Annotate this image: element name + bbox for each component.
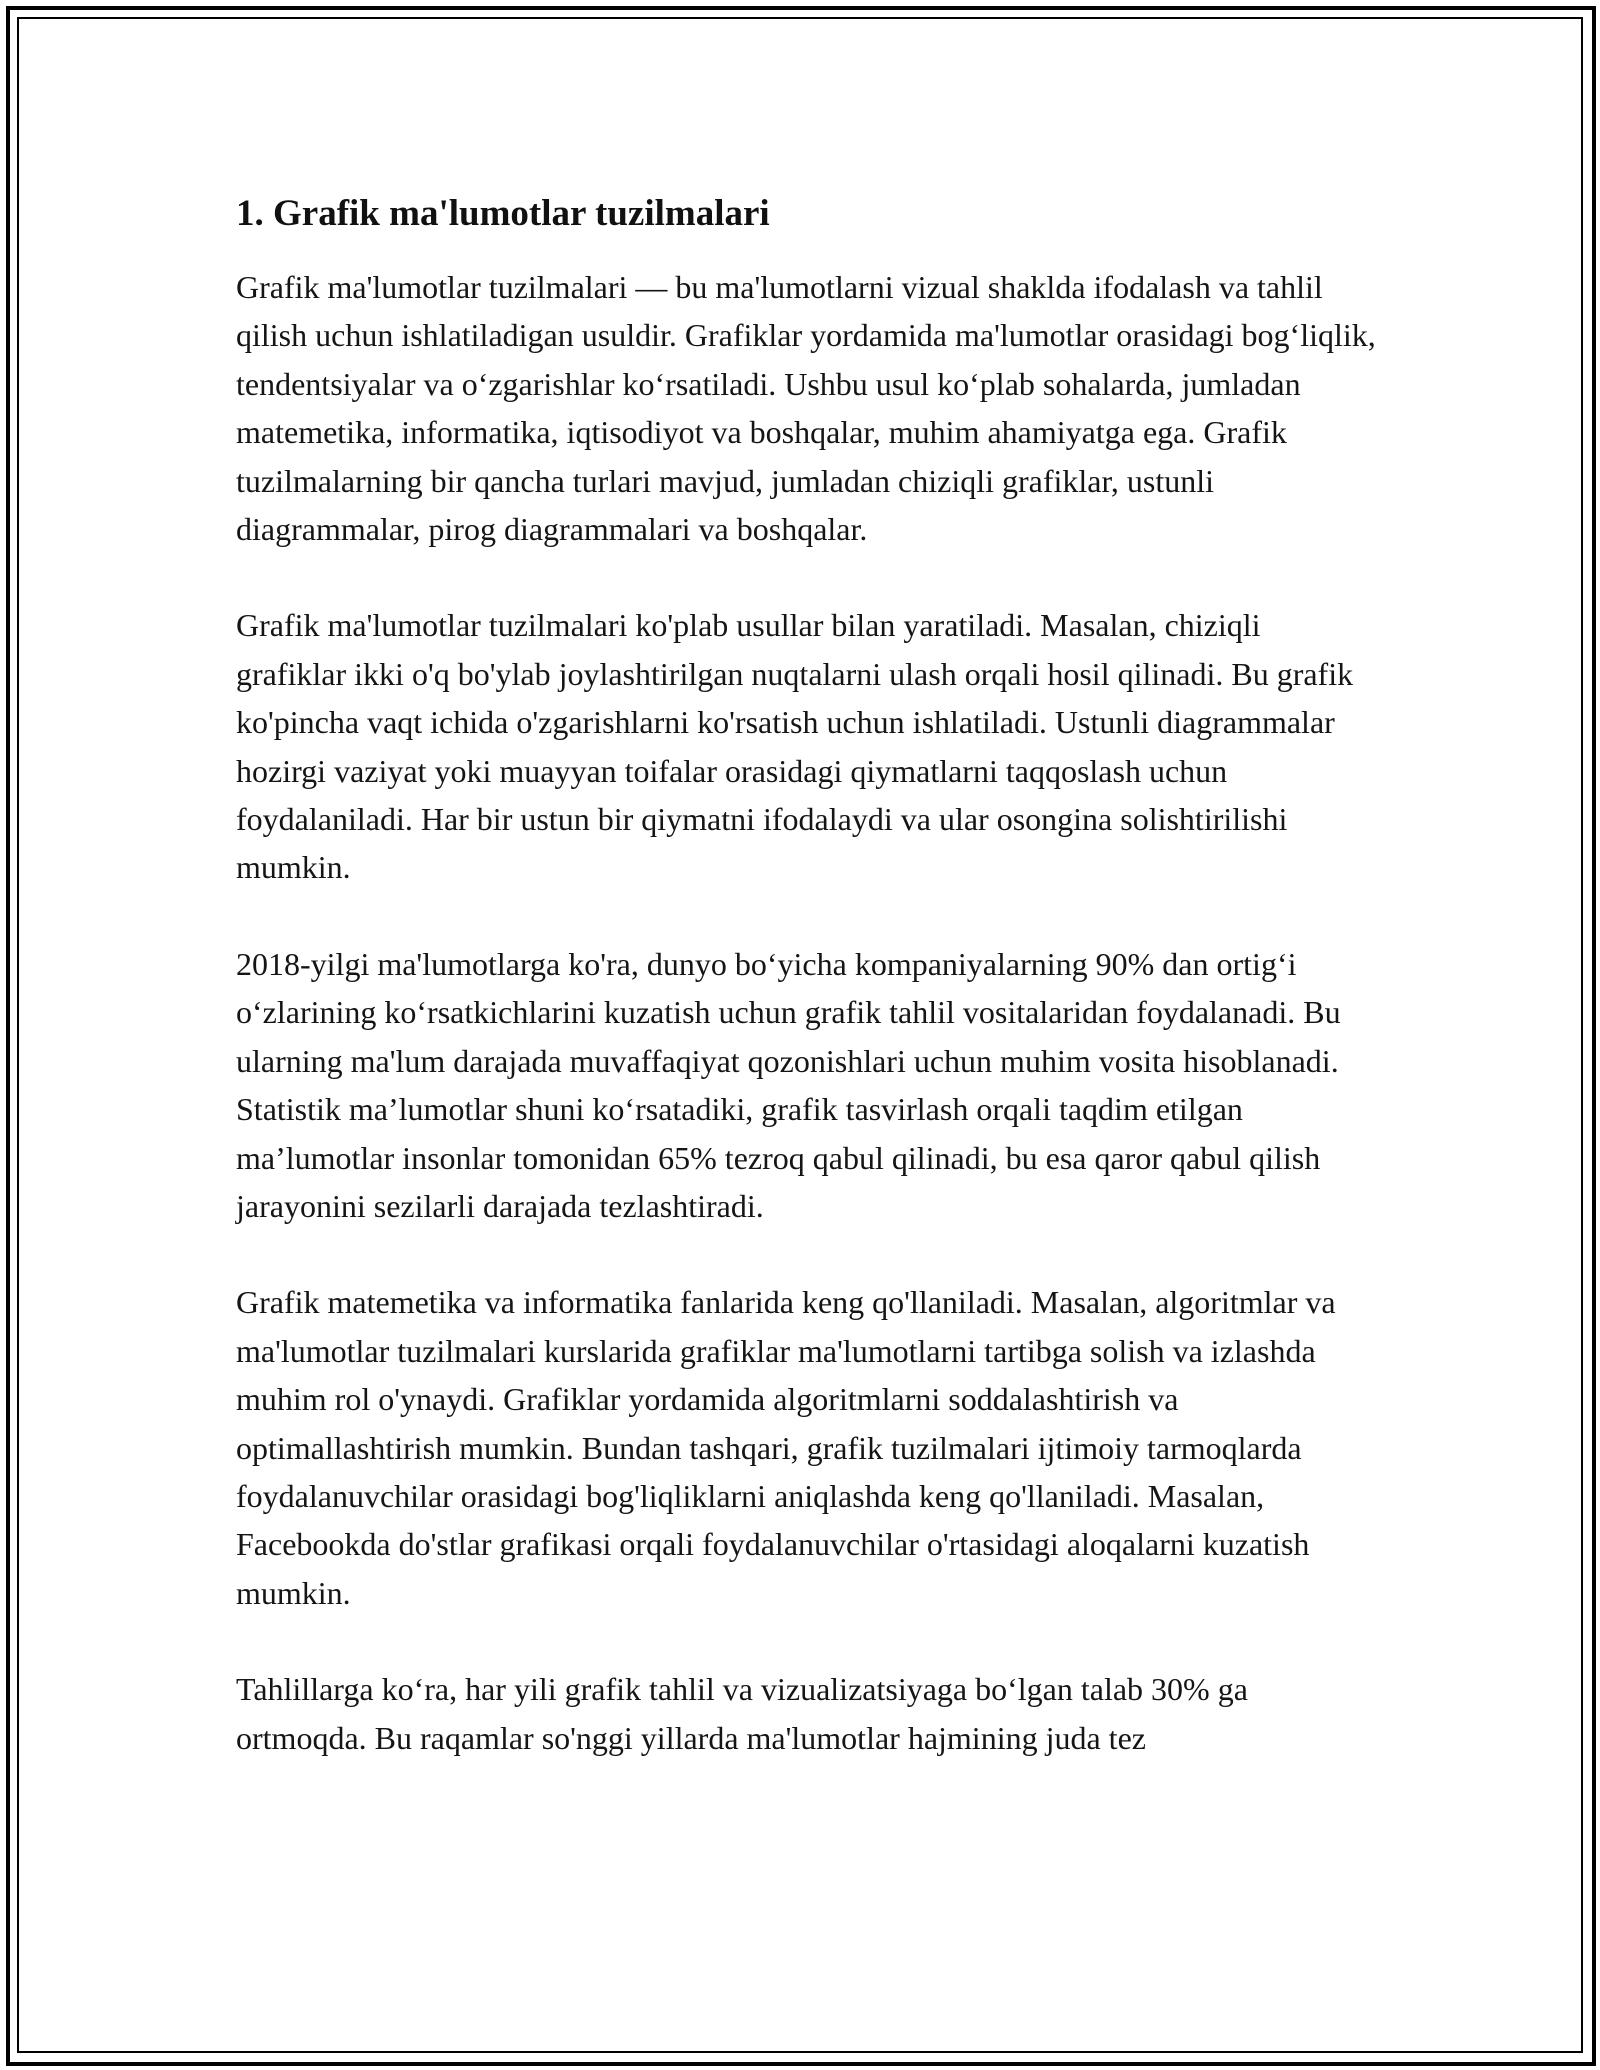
paragraph-4: Grafik matemetika va informatika fanlarida keng qo'llaniladi. Masalan, algoritmlar va ma'lumotlar tuzilmalari kurslarida grafiklar ma'lumotlarni tartibga solish va izlashda muhim rol o'ynaydi. Grafiklar yordamida algoritmlarni soddalashtirish va optimallashtirish mumkin. Bundan tashqari, grafik tuzilmalari ijtimoiy tarmoqlarda foydalanuvchilar orasidagi bog'liqliklarni aniqlashda keng qo'llaniladi. Masalan, Facebookda do'stlar grafikasi orqali foydalanuvchilar o'rtasidagi aloqalarni kuzatish mumkin. bbox=[236, 1284, 1336, 1611]
paragraph-1: Grafik ma'lumotlar tuzilmalari — bu ma'lumotlarni vizual shaklda ifodalash va tahlil qilish uchun ishlatiladigan usuldir. Grafiklar yordamida ma'lumotlar orasidagi bog‘liqlik, tendentsiyalar va o‘zgarishlar ko‘rsatiladi. Ushbu usul ko‘plab sohalarda, jumladan matemetika, informatika, iqtisodiyot va boshqalar, muhim ahamiyatga ega. Grafik tuzilmalarning bir qancha turlari mavjud, jumladan chiziqli grafiklar, ustunli diagrammalar, pirog diagrammalari va boshqalar. bbox=[236, 269, 1376, 548]
document-body bbox=[236, 186, 1376, 1810]
paragraph-2: Grafik ma'lumotlar tuzilmalari ko'plab usullar bilan yaratiladi. Masalan, chiziqli grafiklar ikki o'q bo'ylab joylashtirilgan nuqtalarni ulash orqali hosil qilinadi. Bu grafik ko'pincha vaqt ichida o'zgarishlarni ko'rsatish uchun ishlatiladi. Ustunli diagrammalar hozirgi vaziyat yoki muayyan toifalar orasidagi qiymatlarni taqqoslash uchun foydalaniladi. Har bir ustun bir qiymatni ifodalaydi va ular osongina solishtirilishi mumkin. bbox=[236, 607, 1354, 886]
paragraph-3: 2018-yilgi ma'lumotlarga ko'ra, dunyo bo‘yicha kompaniyalarning 90% dan ortig‘i o‘zlarining ko‘rsatkichlarini kuzatish uchun grafik tahlil vositalaridan foydalanadi. Bu ularning ma'lum darajada muvaffaqiyat qozonishlari uchun muhim vosita hisoblanadi. Statistik ma’lumotlar shuni ko‘rsatadiki, grafik tasvirlash orqali taqdim etilgan ma’lumotlar insonlar tomonidan 65% tezroq qabul qilinadi, bu esa qaror qabul qilish jarayonini sezilarli darajada tezlashtiradi. bbox=[236, 945, 1341, 1224]
section-heading: 1. Grafik ma'lumotlar tuzilmalari bbox=[236, 193, 770, 234]
paragraph-5: Tahlillarga ko‘ra, har yili grafik tahlil va vizualizatsiyaga bo‘lgan talab 30% ga ortmoqda. Bu raqamlar so'nggi yillarda ma'lumotlar hajmining juda tez bbox=[236, 1671, 1248, 1756]
